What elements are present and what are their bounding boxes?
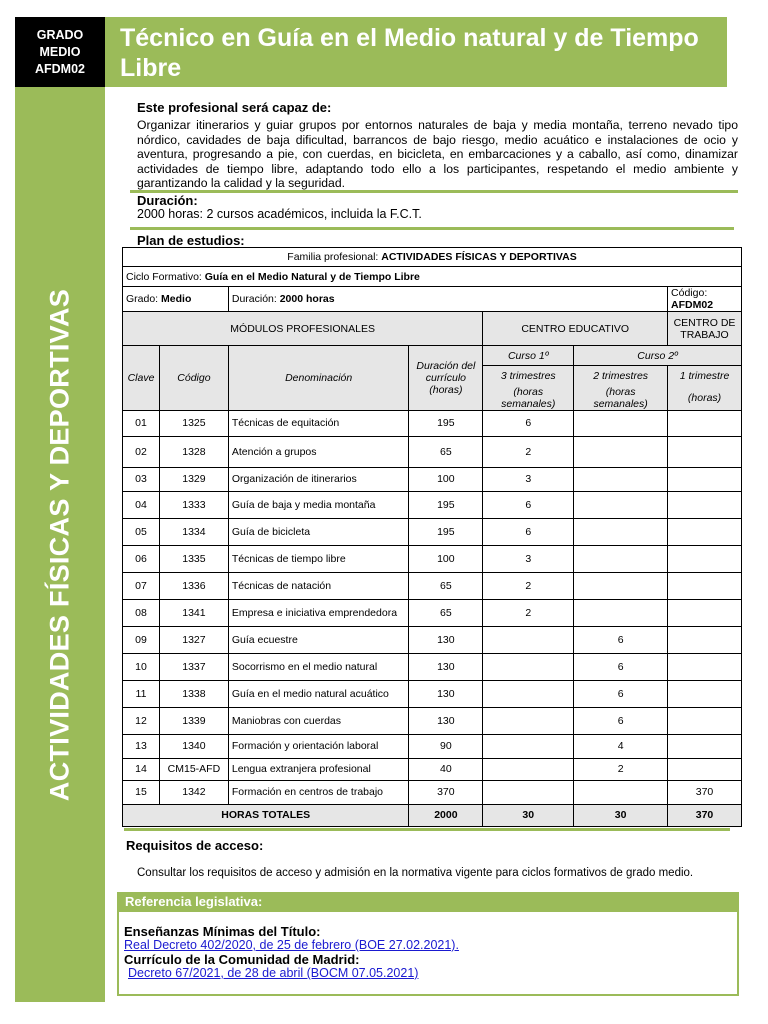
title-bar bbox=[105, 17, 727, 87]
cell-codigo: 1325 bbox=[159, 410, 228, 436]
cell-trabajo bbox=[668, 734, 742, 758]
cell-curso2 bbox=[574, 780, 668, 804]
cell-curso2 bbox=[574, 518, 668, 545]
cell-curso2: 6 bbox=[574, 680, 668, 707]
curso2-header: Curso 2º bbox=[574, 346, 742, 366]
cell-codigo: 1341 bbox=[159, 599, 228, 626]
grade-line-1: GRADO bbox=[36, 27, 84, 42]
cell-curso2 bbox=[574, 467, 668, 491]
trabajo-sub1: 1 trimestre bbox=[668, 366, 742, 386]
cell-curso1: 3 bbox=[483, 467, 574, 491]
cell-trabajo bbox=[668, 680, 742, 707]
curso2-sub1: 2 trimestres bbox=[574, 366, 668, 386]
cell-clave: 04 bbox=[123, 491, 160, 518]
cell-horas: 130 bbox=[409, 653, 483, 680]
centro-educativo-header: CENTRO EDUCATIVO bbox=[483, 312, 668, 346]
cell-denominacion: Guía de baja y media montaña bbox=[228, 491, 409, 518]
table-row bbox=[123, 758, 742, 780]
minimas-link[interactable]: Real Decreto 402/2020, de 25 de febrero (BOE 27.02.2021). bbox=[124, 938, 459, 952]
table-row bbox=[123, 626, 742, 653]
codigo-value: AFDM02 bbox=[671, 299, 714, 311]
cell-codigo: 1333 bbox=[159, 491, 228, 518]
table-row bbox=[123, 780, 742, 804]
table-row bbox=[123, 707, 742, 734]
grado-cell bbox=[123, 287, 229, 312]
madrid-heading: Currículo de la Comunidad de Madrid: bbox=[124, 952, 360, 967]
cell-trabajo bbox=[668, 436, 742, 467]
cell-codigo: CM15-AFD bbox=[159, 758, 228, 780]
cell-denominacion: Lengua extranjera profesional bbox=[228, 758, 409, 780]
cell-curso1 bbox=[483, 707, 574, 734]
cell-curso2 bbox=[574, 491, 668, 518]
cell-clave: 13 bbox=[123, 734, 160, 758]
cell-clave: 03 bbox=[123, 467, 160, 491]
cell-codigo: 1342 bbox=[159, 780, 228, 804]
cell-curso1: 6 bbox=[483, 410, 574, 436]
cell-curso1 bbox=[483, 758, 574, 780]
cell-curso2: 2 bbox=[574, 758, 668, 780]
duration-heading: Duración: bbox=[137, 193, 198, 208]
cell-horas: 65 bbox=[409, 599, 483, 626]
totals-curso2: 30 bbox=[574, 804, 668, 826]
cell-codigo: 1340 bbox=[159, 734, 228, 758]
cell-curso2 bbox=[574, 410, 668, 436]
cell-curso1: 6 bbox=[483, 518, 574, 545]
cell-trabajo bbox=[668, 467, 742, 491]
duracion-label: Duración: bbox=[231, 293, 280, 305]
curso1-sub1: 3 trimestres bbox=[483, 366, 574, 386]
cell-horas: 195 bbox=[409, 410, 483, 436]
cell-denominacion: Guía ecuestre bbox=[228, 626, 409, 653]
cell-denominacion: Técnicas de tiempo libre bbox=[228, 545, 409, 572]
codigo-label: Código: bbox=[671, 287, 708, 299]
cell-horas: 195 bbox=[409, 491, 483, 518]
table-row bbox=[123, 680, 742, 707]
grade-line-3: AFDM02 bbox=[34, 61, 85, 76]
cell-horas: 130 bbox=[409, 680, 483, 707]
grado-value: Medio bbox=[161, 293, 192, 305]
minimas-heading: Enseñanzas Mínimas del Título: bbox=[124, 924, 321, 939]
cell-denominacion: Empresa e iniciativa emprendedora bbox=[228, 599, 409, 626]
referencia-heading: Referencia legislativa: bbox=[117, 892, 739, 912]
cell-clave: 12 bbox=[123, 707, 160, 734]
cell-denominacion: Socorrismo en el medio natural bbox=[228, 653, 409, 680]
codigo-cell bbox=[668, 287, 742, 312]
cell-clave: 01 bbox=[123, 410, 160, 436]
module-rows bbox=[123, 410, 742, 804]
cell-trabajo bbox=[668, 707, 742, 734]
cell-curso1: 3 bbox=[483, 545, 574, 572]
madrid-link[interactable]: Decreto 67/2021, de 28 de abril (BOCM 07.05.2021) bbox=[128, 966, 419, 980]
cell-horas: 90 bbox=[409, 734, 483, 758]
col-codigo: Código bbox=[159, 346, 228, 411]
totals-label: HORAS TOTALES bbox=[123, 804, 409, 826]
cell-trabajo bbox=[668, 572, 742, 599]
cell-horas: 370 bbox=[409, 780, 483, 804]
table-row bbox=[123, 467, 742, 491]
cell-clave: 10 bbox=[123, 653, 160, 680]
cell-codigo: 1335 bbox=[159, 545, 228, 572]
cell-horas: 100 bbox=[409, 545, 483, 572]
curso1-header: Curso 1º bbox=[483, 346, 574, 366]
grado-label: Grado: bbox=[126, 293, 162, 305]
cell-curso1: 2 bbox=[483, 599, 574, 626]
cell-curso2: 6 bbox=[574, 626, 668, 653]
totals-trabajo: 370 bbox=[668, 804, 742, 826]
cell-codigo: 1334 bbox=[159, 518, 228, 545]
cell-codigo: 1328 bbox=[159, 436, 228, 467]
requisitos-heading: Requisitos de acceso: bbox=[126, 838, 264, 853]
cell-horas: 65 bbox=[409, 572, 483, 599]
duration-text: 2000 horas: 2 cursos académicos, incluida la F.C.T. bbox=[137, 207, 422, 221]
cell-trabajo bbox=[668, 758, 742, 780]
col-denominacion: Denominación bbox=[228, 346, 409, 411]
cell-codigo: 1327 bbox=[159, 626, 228, 653]
cell-clave: 05 bbox=[123, 518, 160, 545]
cell-clave: 15 bbox=[123, 780, 160, 804]
cell-codigo: 1337 bbox=[159, 653, 228, 680]
cell-curso1: 6 bbox=[483, 491, 574, 518]
cell-curso1 bbox=[483, 780, 574, 804]
sidebar-label-wrap bbox=[15, 87, 105, 1002]
cell-curso2: 4 bbox=[574, 734, 668, 758]
requisitos-text: Consultar los requisitos de acceso y admisión en la normativa vigente para ciclos formativos de grado medio. bbox=[137, 867, 694, 879]
table-row bbox=[123, 545, 742, 572]
ciclo-label: Ciclo Formativo: bbox=[126, 270, 205, 283]
familia-cell bbox=[123, 248, 742, 267]
cell-horas: 130 bbox=[409, 707, 483, 734]
cell-trabajo bbox=[668, 491, 742, 518]
cell-curso1 bbox=[483, 626, 574, 653]
sidebar-label: ACTIVIDADES FÍSICAS Y DEPORTIVAS bbox=[44, 288, 75, 801]
totals-row bbox=[123, 804, 742, 826]
cell-clave: 02 bbox=[123, 436, 160, 467]
table-row bbox=[123, 599, 742, 626]
cell-curso2 bbox=[574, 599, 668, 626]
cell-curso1: 2 bbox=[483, 436, 574, 467]
grade-line-2: MEDIO bbox=[39, 44, 81, 59]
table-row bbox=[123, 572, 742, 599]
cell-denominacion: Formación y orientación laboral bbox=[228, 734, 409, 758]
cell-codigo: 1339 bbox=[159, 707, 228, 734]
trabajo-sub2: (horas) bbox=[668, 386, 742, 411]
profile-text: Organizar itinerarios y guiar grupos por entornos naturales de baja y media montaña, terreno nevado tipo nórdico, cavidades de baja dificultad, barrancos de bajo riesgo, medio acuático e instalaciones de ocio y aventura, progresando a pie, con cuerdas, en bicicleta, en embarcaciones y a caballo, así como, dinamizar actividades de tiempo libre, adaptando todo ello a los participantes, respetando el medio ambiente y garantizando la calidad y la seguridad. bbox=[137, 118, 738, 190]
cell-trabajo bbox=[668, 545, 742, 572]
centro-trabajo-header: CENTRO DE TRABAJO bbox=[668, 312, 742, 346]
totals-curso1: 30 bbox=[483, 804, 574, 826]
cell-clave: 09 bbox=[123, 626, 160, 653]
cell-curso1 bbox=[483, 734, 574, 758]
cell-curso1 bbox=[483, 653, 574, 680]
cell-curso2 bbox=[574, 545, 668, 572]
cell-trabajo bbox=[668, 653, 742, 680]
table-row bbox=[123, 734, 742, 758]
cell-codigo: 1329 bbox=[159, 467, 228, 491]
col-clave: Clave bbox=[123, 346, 160, 411]
table-row bbox=[123, 653, 742, 680]
grade-badge bbox=[15, 17, 105, 87]
plan-heading: Plan de estudios: bbox=[137, 233, 245, 248]
cell-horas: 100 bbox=[409, 467, 483, 491]
cell-horas: 195 bbox=[409, 518, 483, 545]
cell-horas: 65 bbox=[409, 436, 483, 467]
cell-curso1: 2 bbox=[483, 572, 574, 599]
cell-clave: 06 bbox=[123, 545, 160, 572]
profile-heading: Este profesional será capaz de: bbox=[137, 100, 332, 115]
table-row bbox=[123, 410, 742, 436]
familia-label: Familia profesional: bbox=[287, 251, 382, 263]
cell-denominacion: Guía de bicicleta bbox=[228, 518, 409, 545]
cell-denominacion: Atención a grupos bbox=[228, 436, 409, 467]
cell-curso2: 6 bbox=[574, 707, 668, 734]
cell-denominacion: Técnicas de natación bbox=[228, 572, 409, 599]
ciclo-value: Guía en el Medio Natural y de Tiempo Libre bbox=[204, 270, 420, 283]
col-duracion: Duración del currículo (horas) bbox=[409, 346, 483, 411]
cell-clave: 08 bbox=[123, 599, 160, 626]
familia-value: ACTIVIDADES FÍSICAS Y DEPORTIVAS bbox=[381, 251, 577, 263]
cell-denominacion: Maniobras con cuerdas bbox=[228, 707, 409, 734]
totals-horas: 2000 bbox=[409, 804, 483, 826]
table-row bbox=[123, 436, 742, 467]
cell-codigo: 1336 bbox=[159, 572, 228, 599]
divider bbox=[124, 828, 730, 831]
cell-denominacion: Formación en centros de trabajo bbox=[228, 780, 409, 804]
cell-trabajo bbox=[668, 518, 742, 545]
table-row bbox=[123, 491, 742, 518]
cell-trabajo bbox=[668, 626, 742, 653]
cell-curso1 bbox=[483, 680, 574, 707]
duracion-cell bbox=[228, 287, 667, 312]
cell-trabajo bbox=[668, 410, 742, 436]
study-plan-table bbox=[122, 247, 742, 827]
page-title: Técnico en Guía en el Medio natural y de Tiempo Libre bbox=[120, 24, 699, 82]
cell-denominacion: Técnicas de equitación bbox=[228, 410, 409, 436]
cell-horas: 40 bbox=[409, 758, 483, 780]
cell-trabajo bbox=[668, 599, 742, 626]
duracion-value: 2000 horas bbox=[279, 293, 335, 305]
cell-curso2 bbox=[574, 436, 668, 467]
cell-clave: 11 bbox=[123, 680, 160, 707]
cell-curso2: 6 bbox=[574, 653, 668, 680]
curso2-sub2: (horas semanales) bbox=[574, 386, 668, 411]
curso1-sub2: (horas semanales) bbox=[483, 386, 574, 411]
divider bbox=[130, 227, 734, 230]
cell-clave: 07 bbox=[123, 572, 160, 599]
ciclo-cell bbox=[123, 267, 742, 287]
divider bbox=[130, 190, 738, 193]
cell-curso2 bbox=[574, 572, 668, 599]
modulos-header: MÓDULOS PROFESIONALES bbox=[123, 312, 483, 346]
table-row bbox=[123, 518, 742, 545]
cell-trabajo: 370 bbox=[668, 780, 742, 804]
cell-codigo: 1338 bbox=[159, 680, 228, 707]
cell-denominacion: Guía en el medio natural acuático bbox=[228, 680, 409, 707]
cell-clave: 14 bbox=[123, 758, 160, 780]
cell-denominacion: Organización de itinerarios bbox=[228, 467, 409, 491]
cell-horas: 130 bbox=[409, 626, 483, 653]
